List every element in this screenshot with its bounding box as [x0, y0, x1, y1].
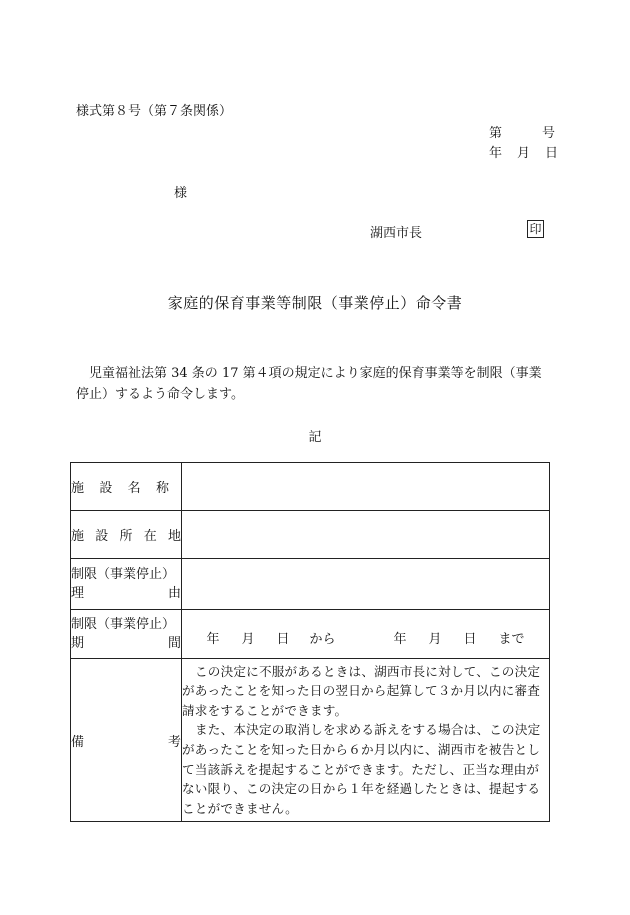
period-label-line1: 制限（事業停止） — [71, 617, 176, 632]
label-char: 設 — [95, 529, 109, 544]
facility-address-label — [71, 511, 182, 559]
label-char: 考 — [167, 734, 181, 750]
date-year: 年 — [489, 146, 503, 161]
order-body-text: 児童福祉法第 34 条の 17 第４項の規定により家庭的保育事業等を制限（事業停止）するよう命令します。 — [76, 366, 542, 402]
label-char: 施 — [71, 529, 85, 544]
label-char: 所 — [119, 529, 133, 544]
facility-name-value[interactable] — [182, 463, 550, 511]
reason-row — [71, 559, 550, 610]
doc-number-prefix: 第 — [489, 126, 503, 141]
label-char: 施 — [71, 481, 85, 496]
date-month: 月 — [517, 146, 531, 161]
reason-label — [71, 559, 182, 610]
remarks-value — [182, 659, 550, 822]
details-table — [70, 462, 550, 822]
period-start-year: 年 — [206, 631, 220, 647]
form-number: 様式第８号（第７条関係） — [76, 104, 233, 119]
document-title: 家庭的保育事業等制限（事業停止）命令書 — [167, 294, 463, 312]
period-end-day: 日 — [463, 631, 477, 647]
remarks-label — [71, 659, 182, 822]
remarks-paragraph-2: また、本決定の取消しを求める訴えをする場合は、この決定があったことを知った日から６か月以内に、湖西市を被告として当該訴えを提起することができます。ただし、正当な理由がない限り、この決定の日から１年を経過したときは、提起することができません。 — [182, 722, 541, 816]
label-char: 在 — [143, 529, 157, 544]
label-char: 期 — [71, 636, 85, 651]
label-char: 備 — [71, 734, 85, 750]
label-char: 間 — [167, 636, 181, 651]
doc-number-suffix: 号 — [542, 126, 556, 141]
remarks-row — [71, 659, 550, 822]
facility-name-label — [71, 463, 182, 511]
period-value[interactable] — [182, 610, 550, 659]
date-day: 日 — [545, 146, 559, 161]
issue-date — [489, 142, 558, 161]
facility-name-row — [71, 463, 550, 511]
period-end-year: 年 — [393, 631, 407, 647]
facility-address-value[interactable] — [182, 511, 550, 559]
label-char: 理 — [71, 586, 85, 601]
label-char: 称 — [155, 481, 169, 496]
period-row — [71, 610, 550, 659]
reason-label-line1: 制限（事業停止） — [71, 567, 176, 582]
label-char: 設 — [99, 481, 113, 496]
facility-address-row — [71, 511, 550, 559]
seal-mark: 印 — [527, 220, 544, 238]
label-char: 名 — [127, 481, 141, 496]
recipient-honorific: 様 — [174, 186, 188, 201]
reason-value[interactable] — [182, 559, 550, 610]
remarks-paragraph-1: この決定に不服があるときは、湖西市長に対して、この決定があったことを知った日の翌日から起算して３か月以内に審査請求をすることができます。 — [182, 663, 541, 718]
period-until: まで — [498, 631, 525, 647]
label-char: 由 — [167, 586, 181, 601]
issuer-name: 湖西市長 — [370, 226, 423, 241]
period-start-day: 日 — [276, 631, 290, 647]
period-start-month: 月 — [241, 631, 255, 647]
period-end-month: 月 — [428, 631, 442, 647]
period-from: から — [309, 631, 336, 647]
period-label — [71, 610, 182, 659]
label-char: 地 — [167, 529, 181, 544]
ki-heading: 記 — [308, 430, 322, 445]
